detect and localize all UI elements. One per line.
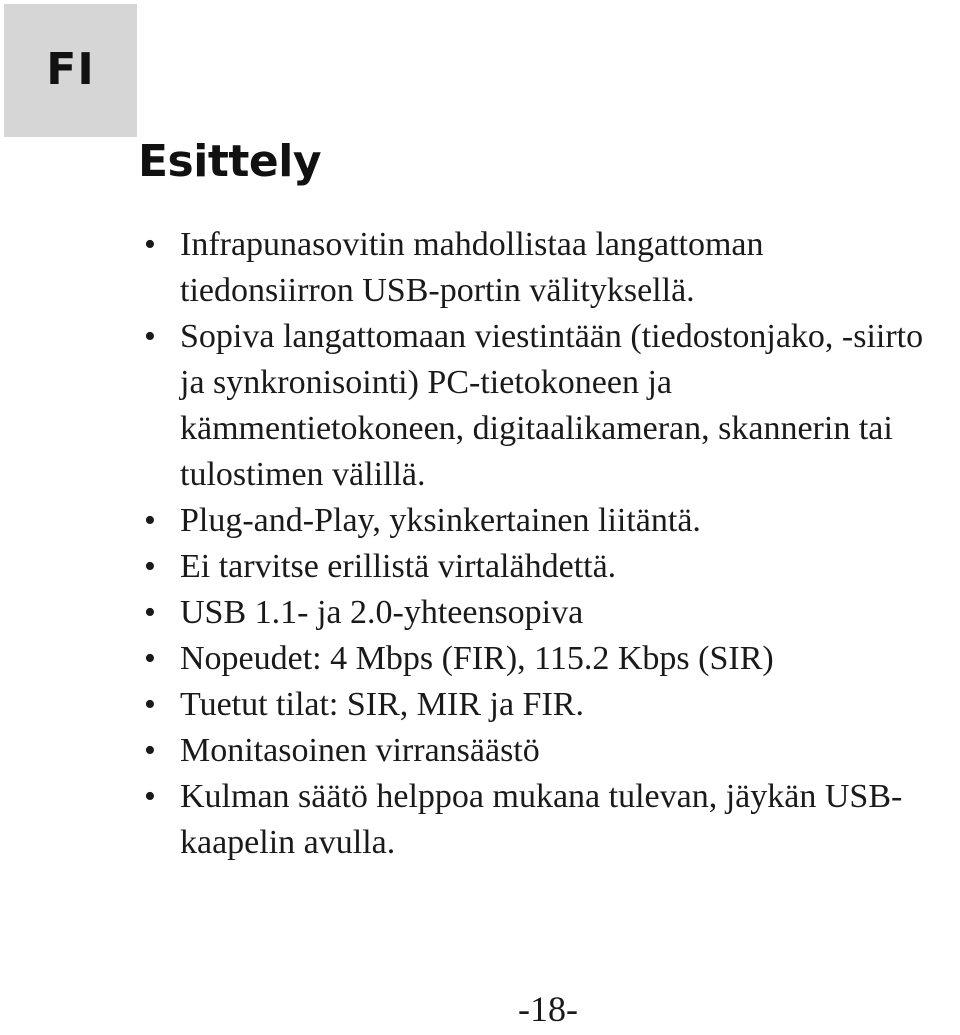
bullet-icon: • (144, 226, 156, 263)
section-heading: Esittely (138, 136, 321, 187)
feature-text: Monitasoinen virransäästö (180, 732, 540, 769)
bullet-icon: • (144, 686, 156, 723)
feature-item-angle-adjustment (140, 774, 940, 866)
feature-list (140, 222, 940, 866)
feature-item-supported-modes (140, 682, 940, 728)
bullet-icon: • (144, 594, 156, 631)
feature-text: Tuetut tilat: SIR, MIR ja FIR. (180, 686, 584, 723)
feature-item-wireless-transfer (140, 222, 940, 314)
feature-text: USB 1.1- ja 2.0-yhteensopiva (180, 594, 584, 631)
feature-item-plug-and-play (140, 498, 940, 544)
feature-item-communication (140, 314, 940, 498)
feature-text: Kulman säätö helppoa mukana tulevan, jäykän USB-kaapelin avulla. (180, 778, 903, 861)
language-tab (4, 4, 137, 137)
feature-item-power-saving (140, 728, 940, 774)
feature-text: Plug-and-Play, yksinkertainen liitäntä. (180, 502, 701, 539)
bullet-icon: • (144, 640, 156, 677)
bullet-icon: • (144, 502, 156, 539)
feature-item-usb-compatibility (140, 590, 940, 636)
feature-item-no-power-supply (140, 544, 940, 590)
feature-text: Sopiva langattomaan viestintään (tiedostonjako, -siirto ja synkronisointi) PC-tietokoneen ja kämmentietokoneen, digitaalikameran, skannerin tai tulostimen välillä. (180, 318, 924, 493)
feature-item-speeds (140, 636, 940, 682)
bullet-icon: • (144, 548, 156, 585)
page-number: -18- (518, 989, 578, 1029)
feature-text: Ei tarvitse erillistä virtalähdettä. (180, 548, 617, 585)
bullet-icon: • (144, 732, 156, 769)
language-code: FI (46, 44, 95, 95)
bullet-icon: • (144, 778, 156, 815)
feature-text: Nopeudet: 4 Mbps (FIR), 115.2 Kbps (SIR) (180, 640, 774, 677)
bullet-icon: • (144, 318, 156, 355)
feature-text: Infrapunasovitin mahdollistaa langattoman tiedonsiirron USB-portin välityksellä. (180, 226, 764, 309)
